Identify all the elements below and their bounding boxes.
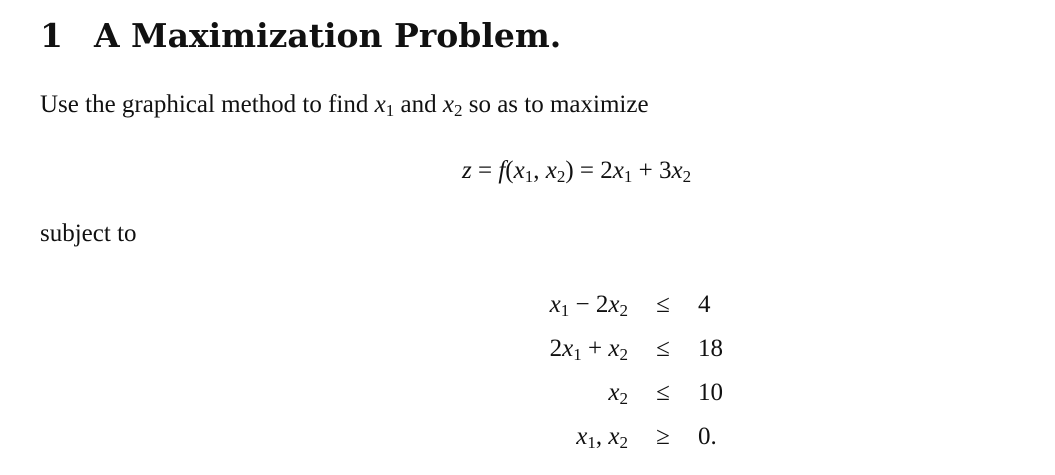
subscript: 1 — [573, 345, 582, 364]
intro-text-before: Use the graphical method to find — [40, 91, 375, 118]
intro-text-after: so as to maximize — [462, 91, 649, 118]
subscript: 1 — [587, 433, 596, 452]
intro-paragraph — [40, 91, 649, 119]
equals-sign: = — [471, 157, 499, 184]
subscript: 2 — [453, 101, 463, 120]
constraint-row — [440, 371, 723, 415]
constraint-lhs — [440, 415, 628, 459]
constraints-table — [440, 283, 723, 459]
intro-text-and: and — [394, 91, 443, 118]
var-z: z — [462, 157, 472, 184]
subscript: 2 — [619, 389, 628, 408]
var-x: x — [576, 423, 588, 450]
subscript: 2 — [619, 345, 628, 364]
var-x: x — [513, 157, 525, 184]
var-x: x — [562, 335, 574, 362]
paren-open: ( — [505, 157, 514, 184]
subscript: 1 — [560, 301, 570, 320]
constraint-rhs: 4 — [698, 291, 711, 318]
subscript: 2 — [619, 433, 628, 452]
var-x: x — [608, 423, 620, 450]
subscript: 2 — [682, 167, 692, 186]
subscript: 2 — [619, 301, 628, 320]
var-x: x — [549, 291, 561, 318]
objective-function — [462, 157, 691, 185]
var-x: x — [608, 379, 620, 406]
constraint-lhs — [440, 283, 628, 327]
section-number: 1 — [40, 16, 63, 55]
var-x: x — [608, 335, 620, 362]
var-x: x — [671, 157, 683, 184]
function-f: f — [498, 157, 506, 184]
var-x: x — [442, 91, 454, 118]
constraint-relation: ≤ — [656, 379, 670, 406]
comma: , — [533, 157, 546, 184]
constraint-lhs — [440, 327, 628, 371]
section-title: A Maximization Problem. — [93, 16, 562, 55]
operator: , — [595, 423, 609, 450]
constraint-row — [440, 415, 723, 459]
operator: + — [581, 335, 609, 362]
equals-coefficient: = 2 — [573, 157, 613, 184]
constraint-rhs: 18 — [698, 335, 723, 362]
var-x: x — [374, 91, 386, 118]
operator: − 2 — [569, 291, 609, 318]
var-x: x — [612, 157, 624, 184]
subscript: 1 — [385, 101, 395, 120]
constraint-relation: ≥ — [656, 423, 670, 450]
constraint-lhs — [440, 371, 628, 415]
var-x: x — [608, 291, 620, 318]
subject-to-text: subject to — [40, 220, 137, 247]
plus-coefficient: + 3 — [632, 157, 672, 184]
constraint-relation: ≤ — [656, 291, 670, 318]
var-x: x — [545, 157, 557, 184]
constraint-rhs: 10 — [698, 379, 723, 406]
subscript: 1 — [623, 167, 633, 186]
paren-close: ) — [565, 157, 574, 184]
subscript: 2 — [556, 167, 566, 186]
coefficient: 2 — [549, 335, 563, 362]
constraint-rhs: 0. — [698, 423, 717, 450]
constraint-row — [440, 327, 723, 371]
constraint-row — [440, 283, 723, 327]
subscript: 1 — [524, 167, 534, 186]
section-heading — [40, 16, 561, 55]
constraint-relation: ≤ — [656, 335, 670, 362]
